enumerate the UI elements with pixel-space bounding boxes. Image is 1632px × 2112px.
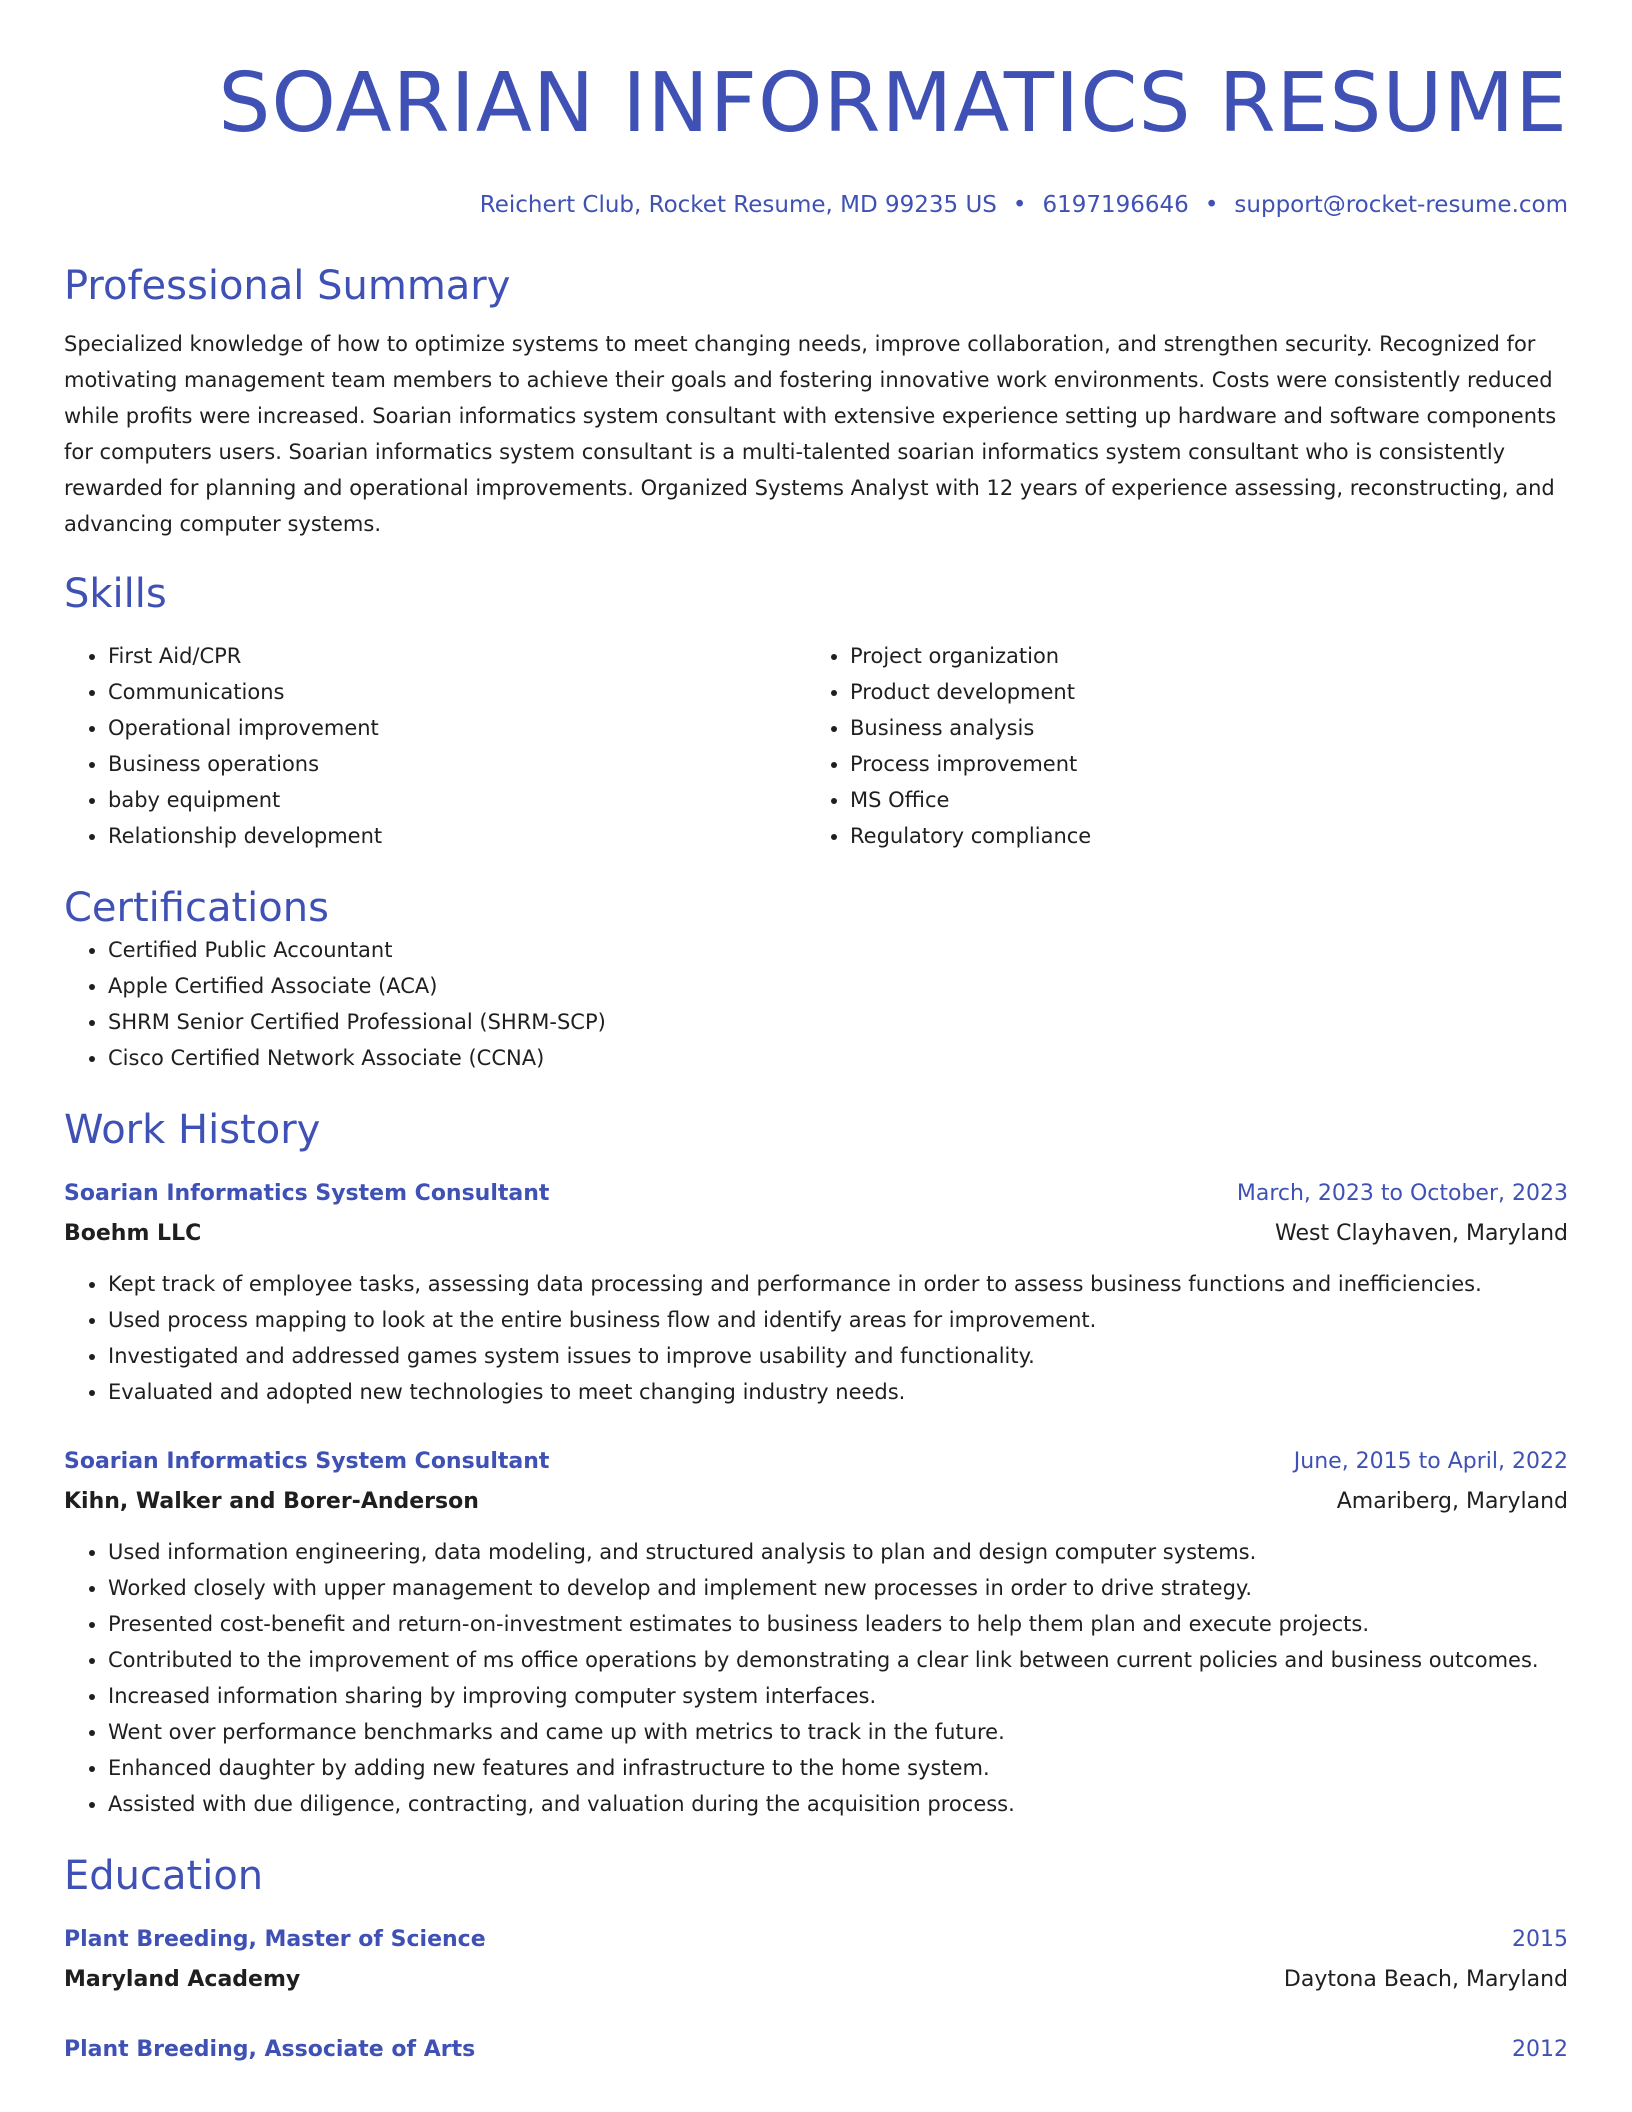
skill-item: • Process improvement (850, 746, 1548, 782)
job-company: Kihn, Walker and Borer-Anderson (64, 1489, 479, 1514)
skills-list-right (806, 638, 1548, 854)
job-company-row (64, 1214, 1568, 1254)
certifications-heading: Certifications (64, 885, 329, 931)
contact-email[interactable]: support@rocket-resume.com (1234, 192, 1568, 218)
skill-item: • Project organization (850, 638, 1548, 674)
education-header-row (64, 2030, 1568, 2070)
education-year: 2012 (1512, 2037, 1568, 2062)
skills-grid (64, 638, 1568, 854)
education-location: Daytona Beach, Maryland (1283, 1967, 1568, 1992)
skill-item: • MS Office (850, 782, 1548, 818)
job-duty: • Used process mapping to look at the entire business flow and identify areas for improvement. (108, 1302, 1568, 1338)
summary-text: Specialized knowledge of how to optimize systems to meet changing needs, improve collaboration, and strengthen security. Recognized for motivating management team members to achieve their goals and fostering innovative work environments. Costs were consistently reduced while profits were increased. Soarian informatics system consultant with extensive experience setting up hardware and software components for computers users. Soarian informatics system consultant is a multi-talented soarian informatics system consultant who is consistently rewarded for planning and operational improvements. Organized Systems Analyst with 12 years of experience assessing, reconstructing, and advancing computer systems. (64, 332, 1557, 536)
contact-address: Reichert Club, Rocket Resume, MD 99235 US (479, 192, 997, 218)
resume-title: SOARIAN INFORMATICS RESUME (218, 56, 1568, 151)
job-duty: • Increased information sharing by improving computer system interfaces. (108, 1678, 1568, 1714)
certification-item: • Cisco Certified Network Associate (CCNA) (108, 1040, 1568, 1076)
job-location: West Clayhaven, Maryland (1275, 1221, 1568, 1246)
education-school: Maryland Academy (64, 1967, 301, 1992)
certification-item: • Apple Certified Associate (ACA) (108, 968, 1568, 1004)
education-header-row (64, 1920, 1568, 1960)
skills-column-left (64, 638, 806, 854)
skill-item: • First Aid/CPR (108, 638, 806, 674)
skill-item: • Regulatory compliance (850, 818, 1548, 854)
education-entry (64, 2030, 1568, 2070)
job-duty: • Used information engineering, data modeling, and structured analysis to plan and design computer systems. (108, 1534, 1568, 1570)
job-duty: • Contributed to the improvement of ms office operations by demonstrating a clear link between current policies and business outcomes. (108, 1642, 1568, 1678)
job-duties-list (64, 1266, 1568, 1410)
job-company-row (64, 1482, 1568, 1522)
skills-heading: Skills (64, 571, 167, 617)
job-header-row (64, 1174, 1568, 1214)
job-header-row (64, 1442, 1568, 1482)
education-school-row (64, 1960, 1568, 2000)
skill-item: • Operational improvement (108, 710, 806, 746)
skills-list-left (64, 638, 806, 854)
job-duty: • Kept track of employee tasks, assessing data processing and performance in order to assess business functions and inefficiencies. (108, 1266, 1568, 1302)
education-heading: Education (64, 1853, 264, 1899)
job-duty: • Went over performance benchmarks and came up with metrics to track in the future. (108, 1714, 1568, 1750)
job-duty: • Worked closely with upper management to develop and implement new processes in order to drive strategy. (108, 1570, 1568, 1606)
skill-item: • Business operations (108, 746, 806, 782)
certification-item: • SHRM Senior Certified Professional (SHRM-SCP) (108, 1004, 1568, 1040)
work-history-heading: Work History (64, 1107, 321, 1153)
job-duty: • Investigated and addressed games system issues to improve usability and functionality. (108, 1338, 1568, 1374)
education-degree: Plant Breeding, Master of Science (64, 1927, 486, 1952)
job-title: Soarian Informatics System Consultant (64, 1449, 550, 1474)
job-duty: • Enhanced daughter by adding new features and infrastructure to the home system. (108, 1750, 1568, 1786)
job-title: Soarian Informatics System Consultant (64, 1181, 550, 1206)
education-degree: Plant Breeding, Associate of Arts (64, 2037, 476, 2062)
skill-item: • baby equipment (108, 782, 806, 818)
skills-column-right (806, 638, 1548, 854)
job-dates: March, 2023 to October, 2023 (1236, 1181, 1568, 1206)
skill-item: • Relationship development (108, 818, 806, 854)
skill-item: • Product development (850, 674, 1548, 710)
certifications-list (64, 932, 1568, 1076)
job-dates: June, 2015 to April, 2022 (1293, 1449, 1568, 1474)
summary-heading: Professional Summary (64, 263, 511, 309)
job-duty: • Evaluated and adopted new technologies to meet changing industry needs. (108, 1374, 1568, 1410)
job-duties-list (64, 1534, 1568, 1822)
contact-separator: • (1012, 192, 1027, 218)
skill-item: • Communications (108, 674, 806, 710)
job-entry (64, 1174, 1568, 1410)
contact-separator: • (1204, 192, 1219, 218)
skill-item: • Business analysis (850, 710, 1548, 746)
education-entry (64, 1920, 1568, 2000)
job-location: Amariberg, Maryland (1336, 1489, 1568, 1514)
job-duty: • Presented cost-benefit and return-on-investment estimates to business leaders to help them plan and execute projects. (108, 1606, 1568, 1642)
certification-item: • Certified Public Accountant (108, 932, 1568, 968)
job-duty: • Assisted with due diligence, contracting, and valuation during the acquisition process. (108, 1786, 1568, 1822)
contact-phone: 6197196646 (1042, 192, 1189, 218)
contact-line (64, 190, 1568, 220)
education-year: 2015 (1512, 1927, 1568, 1952)
job-entry (64, 1442, 1568, 1822)
job-company: Boehm LLC (64, 1221, 202, 1246)
